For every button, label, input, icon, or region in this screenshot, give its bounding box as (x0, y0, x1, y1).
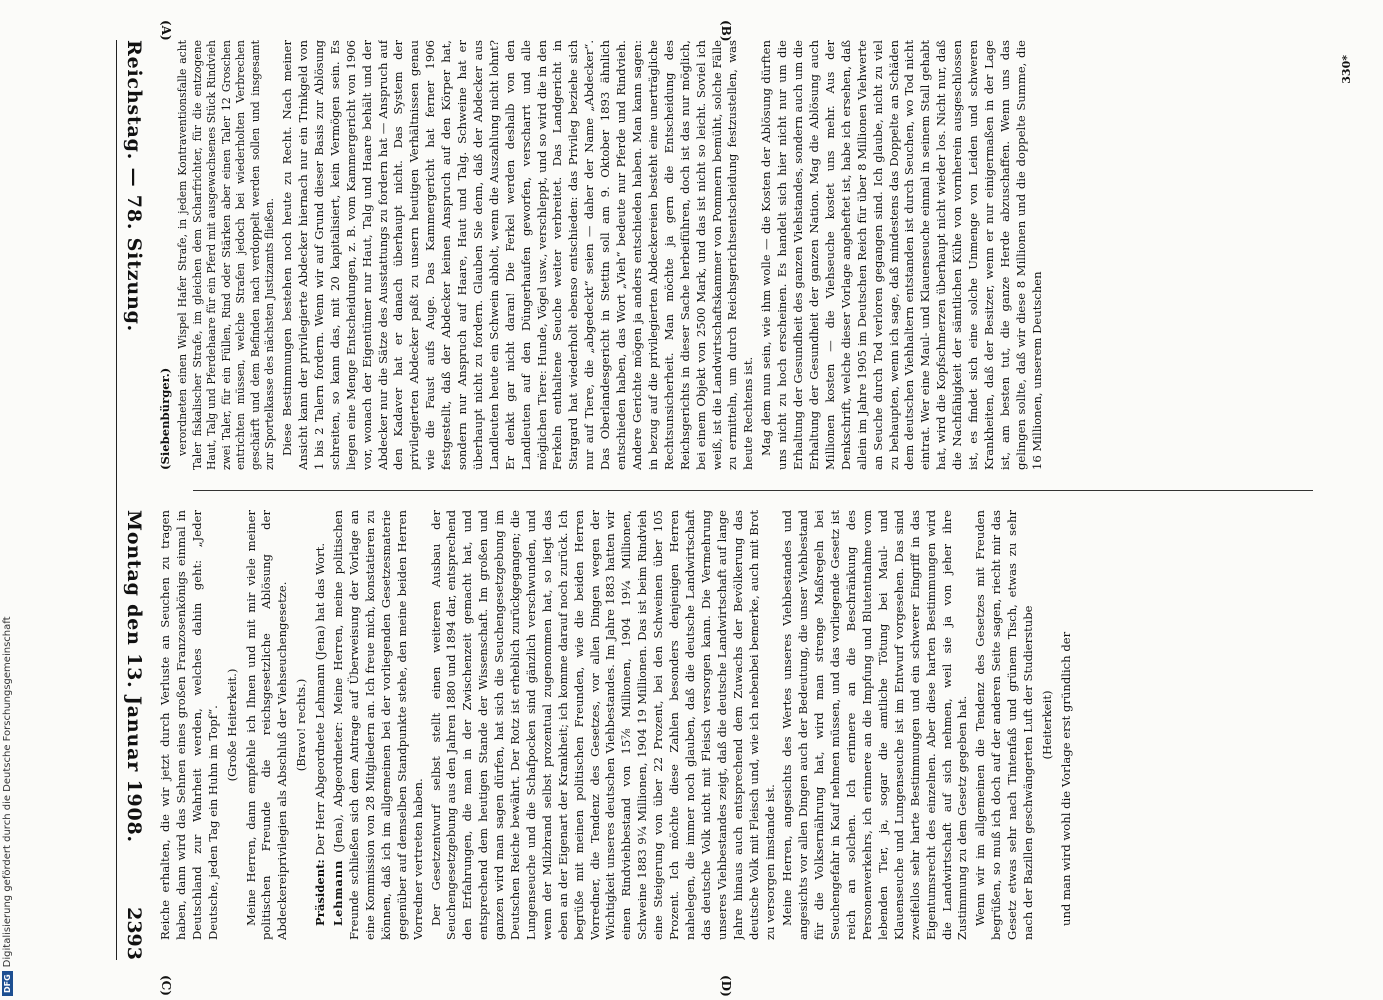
digitization-text: Digitalisierung gefördert durch die Deutsche Forschungsgemeinschaft (2, 616, 13, 968)
quoted-decree: verordneten einen Wispel Hafer Strafe, in jedem Kontraventionsfalle acht Taler fiskalischer Strafe, im gleichen dem Scharfrichter, für die entzogene Haut, Talg und Pferdehaare für ein Pferd mit ausgewachsenes Stück Rindvieh zwei Taler, für ein Füllen, Rind oder Stärken aber einen Taler 12 Groschen entrichten müssen, welche Strafen jedoch bei wiederholten Verbrechen geschärft und dem Befinden nach verdoppelt werden sollen und insgesamt zur Sportelkasse des nächsten Justizamts fließen. (175, 40, 277, 470)
header-page-number: 2393 (123, 907, 145, 960)
speaker-name: Lehmann (331, 859, 346, 926)
margin-marker-d: (D) (719, 975, 733, 997)
speaker-line (331, 510, 426, 940)
president-label: Präsident: (313, 859, 328, 926)
speaker-tag: (Siebenbürger.) (158, 367, 172, 470)
paragraph: und man wird wohl die Vorlage erst gründlich der (1058, 631, 1073, 926)
paragraph: Meine Herren, meine politischen Freunde schließen sich dem Antrage auf Überweisung der Vorlage an eine Kommission von 28 Mitgliedern an. Ich freue mich, konstatieren zu können, daß ich im allgemeinen bei der vorliegenden Gesetzesmaterie gegenüber auf demselben Standpunkte stehe, den meine beiden Herren Vorredner vertreten haben. (331, 510, 425, 940)
president-line (313, 510, 329, 940)
header-session: Reichstag. — 78. Sitzung. (123, 40, 145, 333)
president-text: Der Herr Abgeordnete Lehmann (Jena) hat das Wort. (313, 542, 328, 856)
paragraph: Meine Herren, angesichts des Wertes unseres Viehbestandes und angesichts vor allen Dingen auch der Bedeutung, die unser Viehbestand für die Volksernährung hat, wird man strenge Maßregeln bei Seuchengefahr in Kauf nehmen müssen, und das vorliegende Gesetz ist reich an solchen. Ich erinnere an die Beschränkung des Personenverkehrs, ich erinnere an die Impfung und Blutentnahme vom lebenden Tier, ja, sogar die amtliche Tötung bei Maul- und Klauenseuche und Lungenseuche ist im Entwurf vorgesehen. Das sind zweifellos sehr harte Bestimmungen und ein schwerer Eingriff in das Eigentumsrecht des einzelnen. Aber diese harten Bestimmungen wird die Landwirtschaft auf sich nehmen, weil sie ja von jeher ihre Zustimmung zu dem Gesetz gegeben hat. (780, 510, 970, 940)
paragraph: Der Gesetzentwurf selbst stellt einen weiteren Ausbau der Seuchengesetzgebung aus den Jahren 1880 und 1894 dar, entsprechend den Erfahrungen, die man in der Zwischenzeit gemacht hat, und entsprechend dem heutigen Stande der Wissenschaft. Im großen und ganzen wird man sagen dürfen, hat sich die Seuchengesetzgebung im Deutschen Reiche bewährt. Der Rotz ist erheblich zurückgegangen; die Lungenseuche und die Schafpocken sind gänzlich verschwunden, und wenn der Milzbrand selbst prozentual zugenommen hat, so liegt das eben an der Eigenart der Krankheit; ich komme darauf noch zurück. Ich begrüße mit meinen politischen Freunden, wie die beiden Herren Vorredner, die Tendenz des Gesetzes, vor allen Dingen wegen der Wichtigkeit unseres deutschen Viehbestandes. Im Jahre 1883 hatten wir einen Rindviehbestand von 15⅞ Millionen, 1904 19¼ Millionen, Schweine 1883 9¼ Millionen, 1904 19 Millionen. Das ist beim Rindvieh eine Steigerung von über 22 Prozent, bei den Schweinen über 105 Prozent. Ich möchte diese Zahlen besonders denjenigen Herren nahelegen, die immer noch glauben, daß die deutsche Landwirtschaft das deutsche Volk nicht mit Fleisch versorgen kann. Die Vermehrung unseres Viehbestandes zeigt, daß die deutsche Landwirtschaft auf lange Jahre hinaus auch entsprechend dem Zuwachs der Bevölkerung das deutsche Volk mit Fleisch und, wie ich nebenbei bemerke, auch mit Brot zu versorgen imstande ist. (428, 510, 777, 940)
reaction: (Große Heiterkeit.) (224, 668, 239, 782)
margin-marker-a: (A) (159, 20, 173, 41)
column-divider (193, 490, 1313, 491)
margin-marker-c: (C) (159, 975, 173, 996)
right-column (158, 510, 1308, 940)
paragraph: Wenn wir im allgemeinen die Tendenz des Gesetzes mit Freuden begrüßen, so muß ich doch auf der anderen Seite sagen, riecht mir das Gesetz etwas sehr nach Tintenfaß und grünem Tisch, etwas zu sehr nach der Bazillen geschwängerten Luft der Studierstube (973, 510, 1036, 940)
sheet-signature: 330* (1340, 55, 1353, 84)
dfg-logo: DFG (2, 971, 13, 996)
reaction: (Bravo! rechts.) (294, 678, 309, 772)
reaction: (Heiterkeit) (1039, 690, 1054, 760)
header-date: Montag den 13. Januar 1908. (123, 510, 145, 843)
digitization-notice (2, 0, 18, 996)
paragraph: Mag dem nun sein, wie ihm wolle — die Kosten der Ablösung dürften uns nicht zu hoch erscheinen. Es handelt sich hier nicht nur um die Erhaltung der Gesundheit des ganzen Viehstandes, sondern auch um die Erhaltung der Gesundheit der ganzen Nation. Mag die Ablösung auch Millionen kosten — die Viehseuche kostet uns mehr. Aus der Denkschrift, welche dieser Vorlage angeheftet ist, habe ich ersehen, daß allein im Jahre 1905 im Deutschen Reich für über 8 Millionen Viehwerte an Seuche durch Tod verloren gegangen sind. Ich glaube, nicht zu viel zu behaupten, wenn ich sage, daß mindestens das Doppelte an Schäden dem deutschen Viehhaltern entstanden ist durch Seuchen, wo Tod nicht eintrat. Wer eine Maul- und Klauenseuche einmal in seinem Stall gehabt hat, wird die Kopfschmerzen überhaupt nicht wieder los. Nicht nur, daß die Nachfähigkeit der sämtlichen Kühe von vornherein ausgeschlossen ist, es findet sich eine solche Unmenge von Leiden und schweren Krankheiten, daß der Besitzer, wenn er nur einigermaßen in der Lage ist, am besten tut, die ganze Herde abzuschaffen. Wenn uns das gelingen sollte, daß wir diese 8 Millionen und die doppelte Summe, die 16 Millionen, unserem Deutschen (759, 40, 1044, 470)
left-column (158, 40, 1308, 470)
margin-marker-b: (B) (719, 20, 733, 42)
paragraph: Meine Herren, dann empfehle ich Ihnen und mit mir viele meiner politischen Freunde die reichsgesetzliche Ablösung der Abdeckereiprivilegien als Abschluß der Viehseuchengesetze. (243, 510, 290, 940)
paragraph: Reiche erhalten, die wir jetzt durch Verluste an Seuchen zu tragen haben, dann wird das Sehnen eines großen Franzosenkönigs einmal in Deutschland zur Wahrheit werden, welches dahin geht: „Jeder Deutsche, jeden Tag ein Huhn im Topf“. (158, 510, 220, 940)
paragraph: Diese Bestimmungen bestehen noch heute zu Recht. Nach meiner Ansicht kann der privilegierte Abdecker hiernach nur ein Trinkgeld von 1 bis 2 Talern fordern. Wenn wir auf Grund dieser Basis zur Ablösung schreiten, so kann das, mit 20 kapitalisiert, kein Vermögen sein. Es liegen eine Menge Entscheidungen, z. B. vom Kammergericht von 1906 vor, wonach der Eigentümer nur Haut, Talg und Haare behält und der Abdecker nur die Sätze des Ausstattungs zu fordern hat — Anspruch auf den Kadaver hat er danach überhaupt nicht. Das System der privilegierten Abdecker paßt zu unsern heutigen Verhältnissen genau wie die Faust aufs Auge. Das Kammergericht hat ferner 1906 festgestellt, daß der Abdecker keinen Anspruch auf den Körper hat, sondern nur Anspruch auf Haare, Haut und Talg. Schweine hat er überhaupt nicht zu fordern. Glauben Sie denn, daß der Abdecker aus Landleuten heute ein Schwein abholt, wenn die Auszahlung nicht lohnt? Er denkt gar nicht daran! Die Ferkel werden deshalb von den Landleuten auf den Düngerhaufen geworfen, verscharrt und alle möglichen Tiere: Hunde, Vögel usw., verschleppt, und so wird die in den Ferkeln enthaltene Seuche weiter verbreitet. Das Landgericht in Stargard hat wiederholt ebenso entschieden: das Privileg beziehe sich nur auf Tiere, die „abgedeckt“ seien — daher der Name „Abdecker“. Das Oberlandesgericht in Stettin soll am 9. Oktober 1893 ähnlich entschieden haben, das Wort „Vieh“ bedeute nur Pferde und Rindvieh. Andere Gerichte mögen ja anders entschieden haben. Man kann sagen: in bezug auf die privilegierten Abdeckereien besteht eine unerträgliche Rechtsunsicherheit. Man möchte ja gern die Entscheidung des Reichsgerichts in dieser Sache herbeiführen, doch ist das nur möglich, bei einem Objekt von 2500 Mark, und das ist nicht so leicht. Soviel ich weiß, ist die Landwirtschaftskammer von Pommern bemüht, solche Fälle zu ermitteln, um durch Reichsgerichtsentscheidung festzustellen, was heute Rechtens ist. (280, 40, 756, 470)
page-header (116, 40, 147, 960)
speaker-role: (Jena), Abgeordneter: (331, 721, 346, 853)
